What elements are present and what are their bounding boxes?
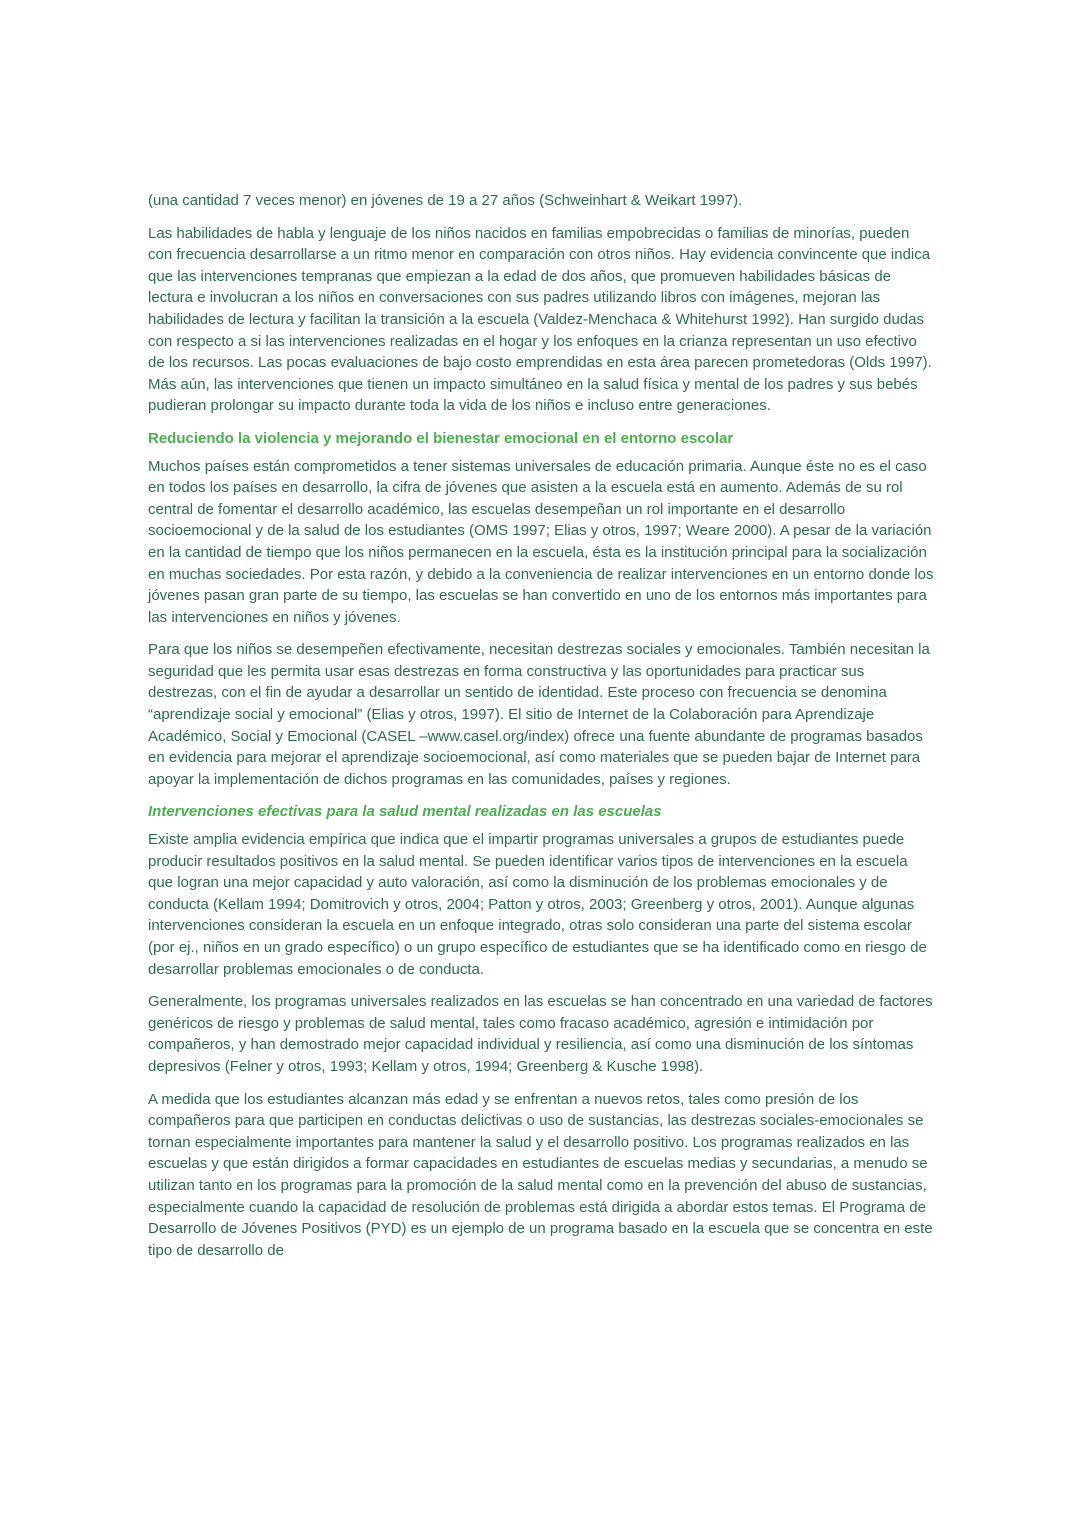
- section-heading-school-violence: Reduciendo la violencia y mejorando el bienestar emocional en el entorno escolar: [148, 429, 734, 447]
- subsection-heading-effective-interventions: Intervenciones efectivas para la salud mental realizadas en las escuelas: [148, 803, 662, 821]
- paragraph-empirical-evidence: Existe amplia evidencia empírica que indica que el impartir programas universales a grupos de estudiantes puede producir resultados positivos en la salud mental. Se pueden identificar varios tipos de intervenciones en la escuela que logran una mejor capacidad y auto valoración, así como la disminución de los problemas emocionales y de conducta (Kellam 1994; Domitrovich y otros, 2004; Patton y otros, 2003; Greenberg y otros, 2001). Aunque algunas intervenciones consideran la escuela en un enfoque integrado, otras solo consideran una parte del sistema escolar (por ej., niños en un grado específico) o un grupo específico de estudiantes que se ha identificado como en riesgo de desarrollar problemas emocionales o de conducta.: [148, 831, 927, 978]
- paragraph-older-students: A medida que los estudiantes alcanzan más edad y se enfrentan a nuevos retos, tales como presión de los compañeros para que participen en conductas delictivas o uso de sustancias, las destrezas sociales-emocionales se tornan especialmente importantes para mantener la salud y el desarrollo positivo. Los programas realizados en las escuelas y que están dirigidos a formar capacidades en estudiantes de escuelas medias y secundarias, a menudo se utilizan tanto en los programas para la promoción de la salud mental como en la prevención del abuso de sustancias, especialmente cuando la capacidad de resolución de problemas está dirigida a abordar estos temas. El Programa de Desarrollo de Jóvenes Positivos (PYD) es un ejemplo de un programa basado en la escuela que se concentra en este tipo de desarrollo de: [148, 1090, 933, 1259]
- paragraph-early-interventions: Las habilidades de habla y lenguaje de los niños nacidos en familias empobrecidas o familias de minorías, pueden con frecuencia desarrollarse a un ritmo menor en comparación con otros niños. Hay evidencia convincente que indica que las intervenciones tempranas que empiezan a la edad de dos años, que promueven habilidades básicas de lectura e involucran a los niños en conversaciones con sus padres utilizando libros con imágenes, mejoran las habilidades de lectura y facilitan la transición a la escuela (Valdez-Menchaca & Whitehurst 1992). Han surgido dudas con respecto a si las intervenciones realizadas en el hogar y los enfoques en la crianza representan un uso efectivo de los recursos. Las pocas evaluaciones de bajo costo emprendidas en esta área parecen prometedoras (Olds 1997). Más aún, las intervenciones que tienen un impacto simultáneo en la salud física y mental de los padres y sus bebés pudieran prolongar su impacto durante toda la vida de los niños e incluso entre generaciones.: [148, 224, 932, 415]
- paragraph-universal-programs: Generalmente, los programas universales realizados en las escuelas se han concentrado en una variedad de factores genéricos de riesgo y problemas de salud mental, tales como fracaso académico, agresión e intimidación por compañeros, y han demostrado mejor capacidad individual y resiliencia, así como una disminución de los síntomas depresivos (Felner y otros, 1993; Kellam y otros, 1994; Greenberg & Kusche 1998).: [148, 993, 933, 1075]
- paragraph-social-emotional-learning: Para que los niños se desempeñen efectivamente, necesitan destrezas sociales y emocionales. También necesitan la seguridad que les permita usar esas destrezas en forma constructiva y las oportunidades para practicar sus destrezas, con el fin de ayudar a desarrollar un sentido de identidad. Este proceso con frecuencia se denomina “aprendizaje social y emocional” (Elias y otros, 1997). El sitio de Internet de la Colaboración para Aprendizaje Académico, Social y Emocional (CASEL –www.casel.org/index) ofrece una fuente abundante de programas basados en evidencia para mejorar el aprendizaje socioemocional, así como materiales que se pueden bajar de Internet para apoyar la implementación de dichos programas en las comunidades, países y regiones.: [148, 641, 930, 788]
- paragraph-continuation: (una cantidad 7 veces menor) en jóvenes de 19 a 27 años (Schweinhart & Weikart 1997).: [148, 192, 743, 209]
- paragraph-universal-education: Muchos países están comprometidos a tener sistemas universales de educación primaria. Aunque éste no es el caso en todos los países en desarrollo, la cifra de jóvenes que asisten a la escuela está en aumento. Además de su rol central de fomentar el desarrollo académico, las escuelas desempeñan un rol importante en el desarrollo socioemocional y de la salud de los estudiantes (OMS 1997; Elias y otros, 1997; Weare 2000). A pesar de la variación en la cantidad de tiempo que los niños permanecen en la escuela, ésta es la institución principal para la socialización en muchas sociedades. Por esta razón, y debido a la conveniencia de realizar intervenciones en un entorno donde los jóvenes pasan gran parte de su tiempo, las escuelas se han convertido en uno de los entornos más importantes para las intervenciones en niños y jóvenes.: [148, 457, 934, 626]
